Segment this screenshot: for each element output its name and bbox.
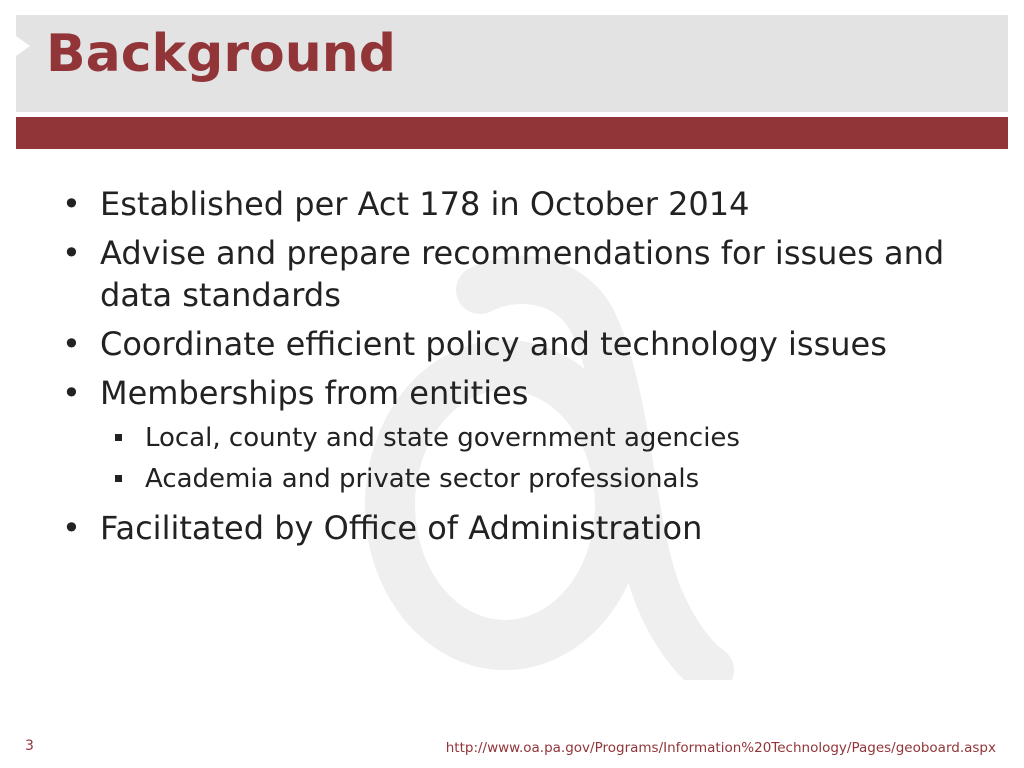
page-number: 3	[25, 738, 34, 754]
arrow-notch-icon	[16, 36, 30, 56]
bullet-item-text: Memberships from entities	[100, 374, 529, 412]
bullet-item: • Coordinate efficient policy and technology issues	[60, 323, 980, 365]
bullet-item: • Established per Act 178 in October 2014	[60, 183, 980, 225]
bullet-list	[60, 183, 980, 556]
sub-bullet-item: Academia and private sector professionals	[100, 459, 980, 500]
bullet-item: • Facilitated by Office of Administration	[60, 507, 980, 549]
bullet-item: • Advise and prepare recommendations for issues and data standards	[60, 232, 980, 316]
sub-bullet-list	[100, 418, 980, 500]
accent-bar	[16, 117, 1008, 149]
bullet-item	[60, 372, 980, 500]
slide-title: Background	[46, 24, 396, 84]
sub-bullet-item: Local, county and state government agencies	[100, 418, 980, 459]
footer-url[interactable]: http://www.oa.pa.gov/Programs/Information%20Technology/Pages/geoboard.aspx	[445, 740, 996, 756]
